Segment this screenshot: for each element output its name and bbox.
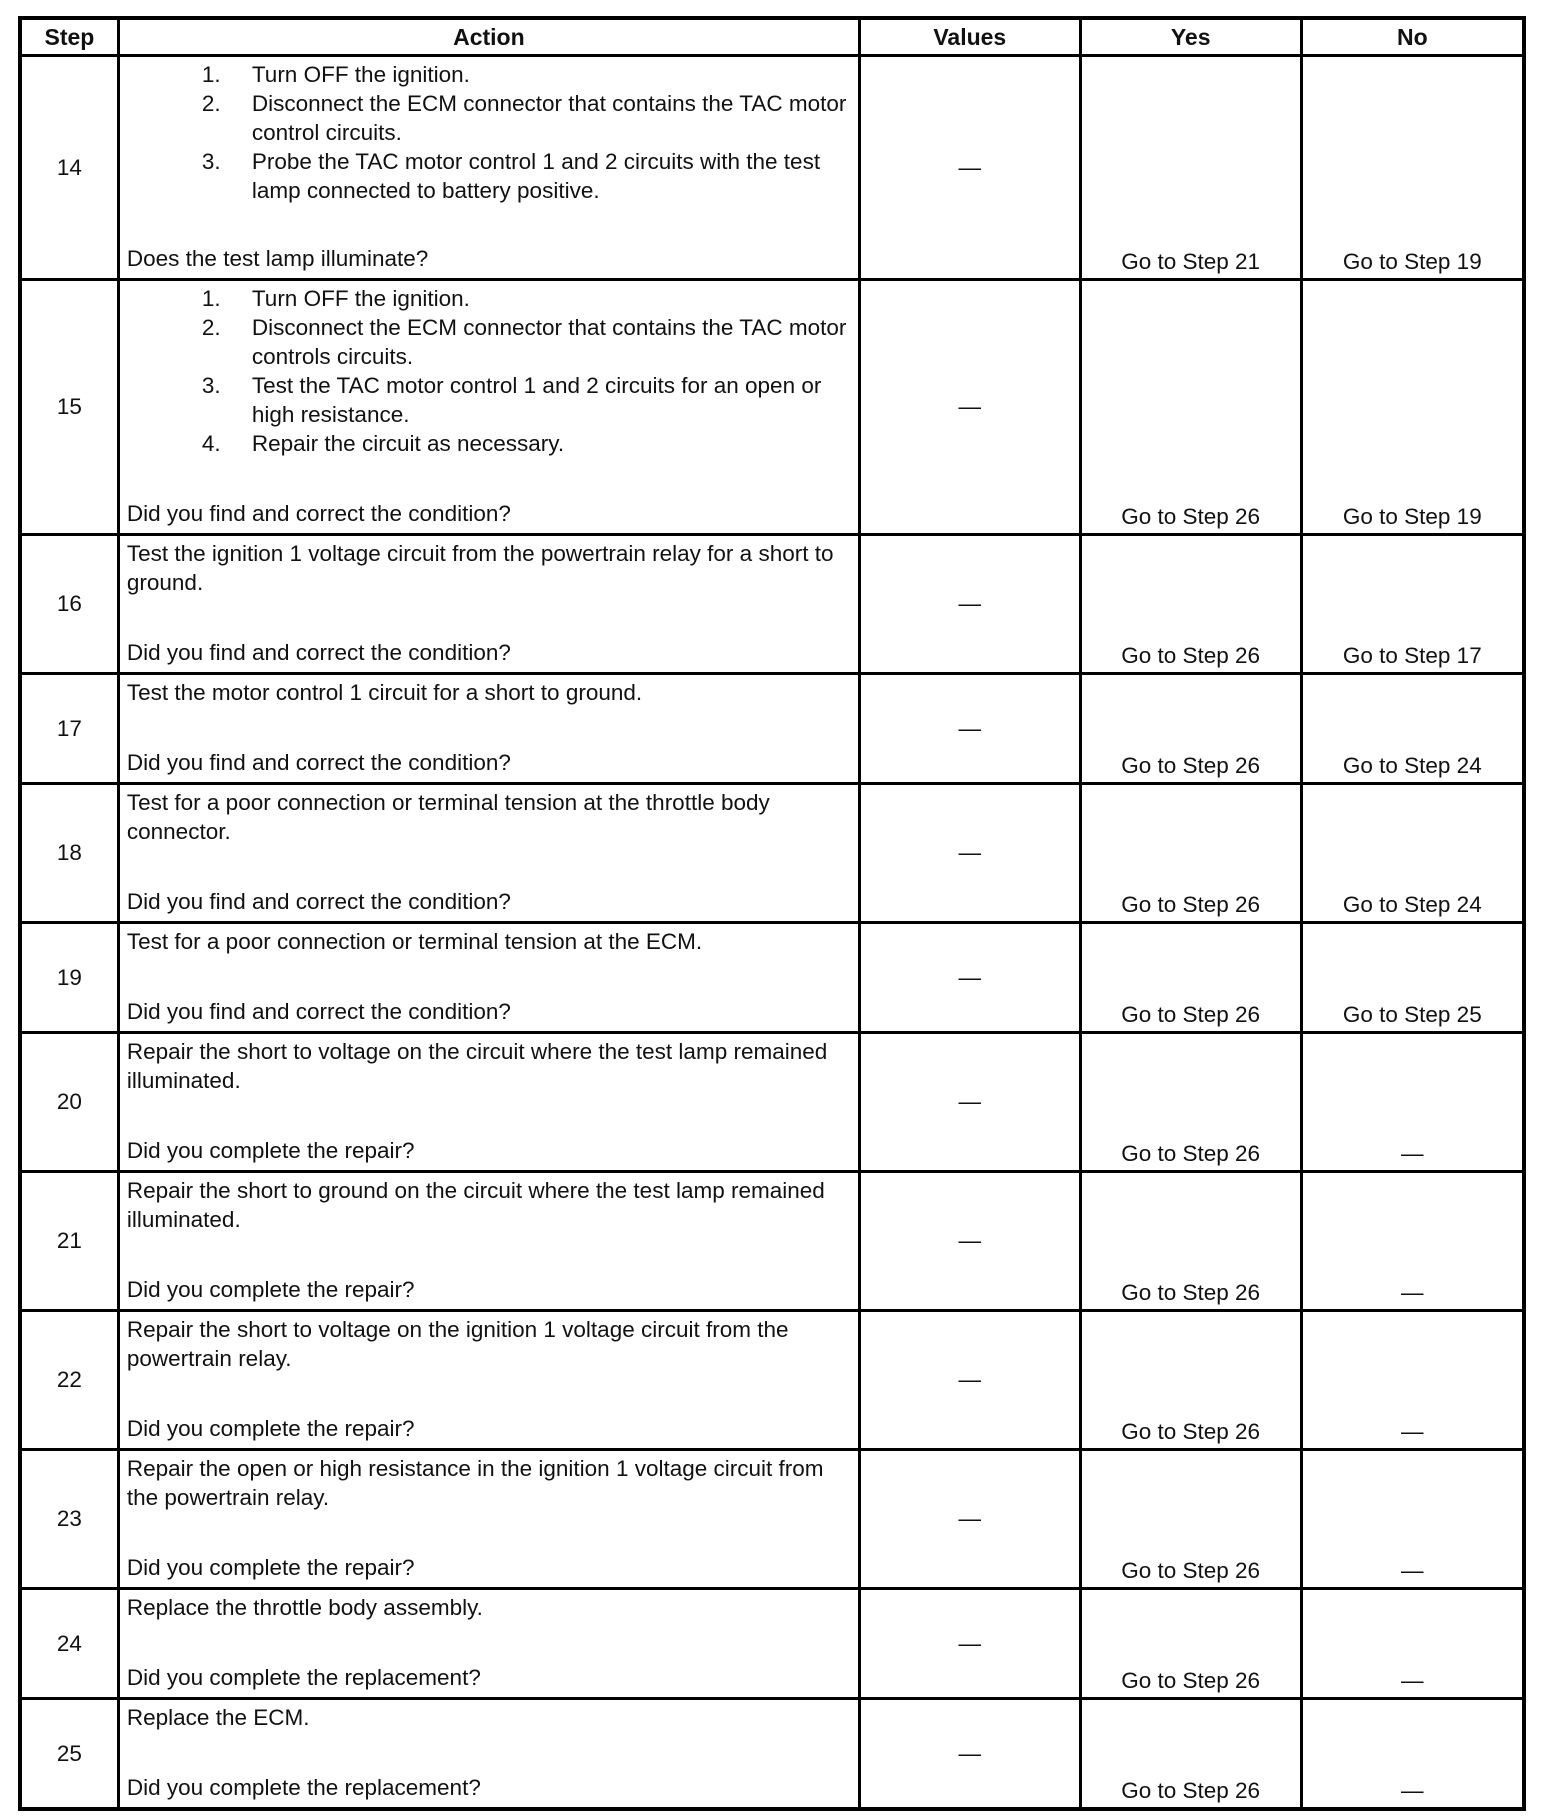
values-cell: — — [859, 1311, 1080, 1450]
action-text: Repair the open or high resistance in the ignition 1 voltage circuit from the powertrain relay. — [126, 1456, 824, 1510]
diagnostic-page — [18, 16, 1526, 1811]
yes-cell: Go to Step 26 — [1080, 1311, 1301, 1450]
action-step: 2. Disconnect the ECM connector that contains the TAC motor controls circuits. — [227, 313, 850, 371]
step-number: 14 — [20, 56, 118, 280]
yes-cell: Go to Step 26 — [1080, 1172, 1301, 1311]
action-question: Did you complete the repair? — [126, 1138, 415, 1163]
action-question: Did you find and correct the condition? — [126, 640, 511, 665]
action-cell — [118, 1311, 859, 1450]
no-cell: Go to Step 19 — [1301, 56, 1524, 280]
action-text: Replace the throttle body assembly. — [126, 1595, 483, 1620]
action-cell — [118, 1172, 859, 1311]
action-question: Did you find and correct the condition? — [126, 750, 511, 775]
action-cell — [118, 1699, 859, 1810]
action-cell — [118, 1450, 859, 1589]
action-step: 2. Disconnect the ECM connector that contains the TAC motor control circuits. — [227, 89, 850, 147]
action-question: Did you complete the repair? — [126, 1416, 415, 1441]
no-cell: — — [1301, 1311, 1524, 1450]
action-steps — [127, 60, 850, 205]
table-row — [20, 280, 1524, 535]
no-cell: — — [1301, 1589, 1524, 1699]
values-cell: — — [859, 674, 1080, 784]
action-question: Did you complete the repair? — [126, 1555, 415, 1580]
values-cell: — — [859, 56, 1080, 280]
action-step: 4. Repair the circuit as necessary. — [227, 429, 850, 458]
action-cell — [118, 923, 859, 1033]
header-no: No — [1301, 18, 1524, 56]
values-cell: — — [859, 535, 1080, 674]
yes-cell: Go to Step 26 — [1080, 1699, 1301, 1810]
step-number: 20 — [20, 1033, 118, 1172]
no-cell: — — [1301, 1699, 1524, 1810]
step-number: 17 — [20, 674, 118, 784]
step-number: 21 — [20, 1172, 118, 1311]
values-cell: — — [859, 1589, 1080, 1699]
action-question: Does the test lamp illuminate? — [126, 246, 429, 271]
step-number: 16 — [20, 535, 118, 674]
action-step: 1. Turn OFF the ignition. — [227, 284, 850, 313]
step-number: 18 — [20, 784, 118, 923]
action-cell — [118, 1589, 859, 1699]
no-cell: Go to Step 25 — [1301, 923, 1524, 1033]
action-cell — [118, 280, 859, 535]
no-cell: — — [1301, 1172, 1524, 1311]
action-cell — [118, 56, 859, 280]
action-step: 3. Test the TAC motor control 1 and 2 circuits for an open or high resistance. — [227, 371, 850, 429]
action-question: Did you find and correct the condition? — [126, 889, 511, 914]
yes-cell: Go to Step 26 — [1080, 923, 1301, 1033]
yes-cell: Go to Step 26 — [1080, 674, 1301, 784]
action-text: Repair the short to voltage on the ignition 1 voltage circuit from the powertrain relay. — [126, 1317, 789, 1371]
no-cell: — — [1301, 1450, 1524, 1589]
diagnostic-table — [18, 16, 1526, 1811]
step-number: 23 — [20, 1450, 118, 1589]
table-row — [20, 1450, 1524, 1589]
values-cell: — — [859, 280, 1080, 535]
step-number: 19 — [20, 923, 118, 1033]
header-yes: Yes — [1080, 18, 1301, 56]
values-cell: — — [859, 784, 1080, 923]
no-cell: Go to Step 24 — [1301, 784, 1524, 923]
yes-cell: Go to Step 21 — [1080, 56, 1301, 280]
table-row — [20, 1033, 1524, 1172]
no-cell: Go to Step 24 — [1301, 674, 1524, 784]
values-cell: — — [859, 1033, 1080, 1172]
action-text: Test for a poor connection or terminal tension at the ECM. — [126, 929, 703, 954]
yes-cell: Go to Step 26 — [1080, 1033, 1301, 1172]
values-cell: — — [859, 1172, 1080, 1311]
header-values: Values — [859, 18, 1080, 56]
yes-cell: Go to Step 26 — [1080, 784, 1301, 923]
action-question: Did you find and correct the condition? — [126, 501, 511, 526]
action-step: 3. Probe the TAC motor control 1 and 2 circuits with the test lamp connected to battery positive. — [227, 147, 850, 205]
step-number: 22 — [20, 1311, 118, 1450]
values-cell: — — [859, 1450, 1080, 1589]
action-cell — [118, 674, 859, 784]
values-cell: — — [859, 1699, 1080, 1810]
table-row — [20, 56, 1524, 280]
action-cell — [118, 1033, 859, 1172]
header-step: Step — [20, 18, 118, 56]
step-number: 24 — [20, 1589, 118, 1699]
header-action: Action — [118, 18, 859, 56]
step-number: 25 — [20, 1699, 118, 1810]
step-number: 15 — [20, 280, 118, 535]
action-text: Replace the ECM. — [126, 1705, 310, 1730]
table-row — [20, 1589, 1524, 1699]
action-text: Repair the short to ground on the circuit where the test lamp remained illuminated. — [126, 1178, 825, 1232]
table-row — [20, 923, 1524, 1033]
action-cell — [118, 535, 859, 674]
table-row — [20, 535, 1524, 674]
action-question: Did you complete the replacement? — [126, 1665, 481, 1690]
yes-cell: Go to Step 26 — [1080, 1450, 1301, 1589]
table-row — [20, 674, 1524, 784]
yes-cell: Go to Step 26 — [1080, 535, 1301, 674]
action-step: 1. Turn OFF the ignition. — [227, 60, 850, 89]
no-cell: Go to Step 17 — [1301, 535, 1524, 674]
values-cell: — — [859, 923, 1080, 1033]
action-question: Did you complete the replacement? — [126, 1775, 481, 1800]
action-question: Did you complete the repair? — [126, 1277, 415, 1302]
yes-cell: Go to Step 26 — [1080, 280, 1301, 535]
header-row — [20, 18, 1524, 56]
action-text: Test the ignition 1 voltage circuit from the powertrain relay for a short to ground. — [126, 541, 834, 595]
yes-cell: Go to Step 26 — [1080, 1589, 1301, 1699]
action-text: Test the motor control 1 circuit for a short to ground. — [126, 680, 643, 705]
table-row — [20, 784, 1524, 923]
action-question: Did you find and correct the condition? — [126, 999, 511, 1024]
table-row — [20, 1172, 1524, 1311]
action-steps — [127, 284, 850, 458]
table-row — [20, 1311, 1524, 1450]
no-cell: — — [1301, 1033, 1524, 1172]
no-cell: Go to Step 19 — [1301, 280, 1524, 535]
table-row — [20, 1699, 1524, 1810]
action-cell — [118, 784, 859, 923]
action-text: Repair the short to voltage on the circuit where the test lamp remained illuminated. — [126, 1039, 828, 1093]
action-text: Test for a poor connection or terminal tension at the throttle body connector. — [126, 790, 770, 844]
